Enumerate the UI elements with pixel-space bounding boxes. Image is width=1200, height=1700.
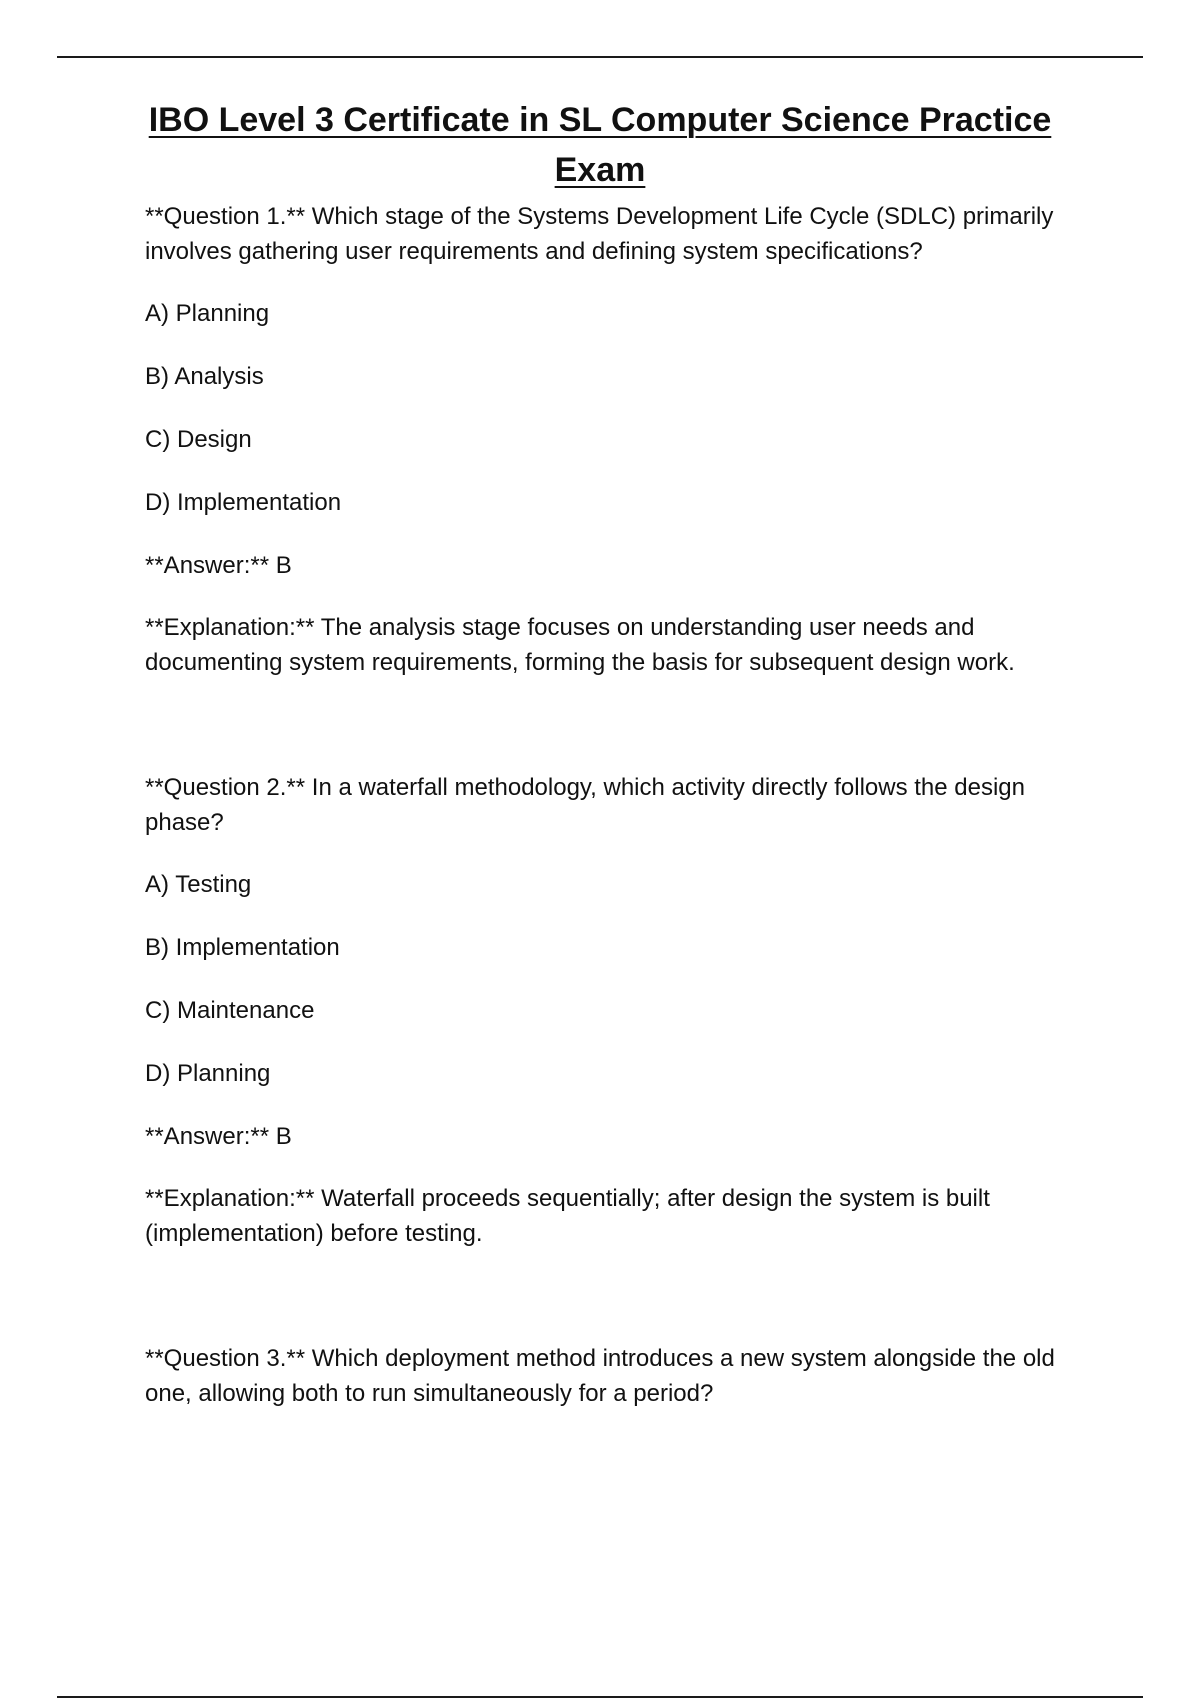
question-1 [145,199,1105,680]
question-1-option-d: D) Implementation [145,489,342,516]
question-2-answer: **Answer:** B [145,1123,292,1150]
question-2-option-a: A) Testing [145,871,252,898]
question-2-option-d: D) Planning [145,1060,271,1087]
question-1-stem: **Question 1.** Which stage of the Systems Development Life Cycle (SDLC) primarily involves gathering user requirements and defining system specifications? [145,203,1054,265]
question-2-option-c: C) Maintenance [145,997,315,1024]
title-line-1: IBO Level 3 Certificate in SL Computer Science Practice [148,100,1052,139]
question-2-explanation: **Explanation:** Waterfall proceeds sequentially; after design the system is built (implementation) before testing. [145,1185,990,1247]
question-1-explanation: **Explanation:** The analysis stage focuses on understanding user needs and documenting system requirements, forming the basis for subsequent design work. [145,614,1015,676]
question-3 [145,1341,1105,1411]
question-1-answer: **Answer:** B [145,552,292,579]
question-2-stem: **Question 2.** In a waterfall methodology, which activity directly follows the design phase? [145,774,1025,836]
question-3-stem: **Question 3.** Which deployment method introduces a new system alongside the old one, allowing both to run simultaneously for a period? [145,1345,1055,1407]
title-line-2: Exam [554,150,646,189]
bottom-divider [57,1696,1143,1698]
exam-content [145,199,1105,1438]
page-title [100,95,1100,195]
question-1-option-b: B) Analysis [145,363,264,390]
question-2 [145,770,1105,1251]
question-2-option-b: B) Implementation [145,934,340,961]
question-1-option-a: A) Planning [145,300,270,327]
question-1-option-c: C) Design [145,426,252,453]
top-divider [57,56,1143,58]
